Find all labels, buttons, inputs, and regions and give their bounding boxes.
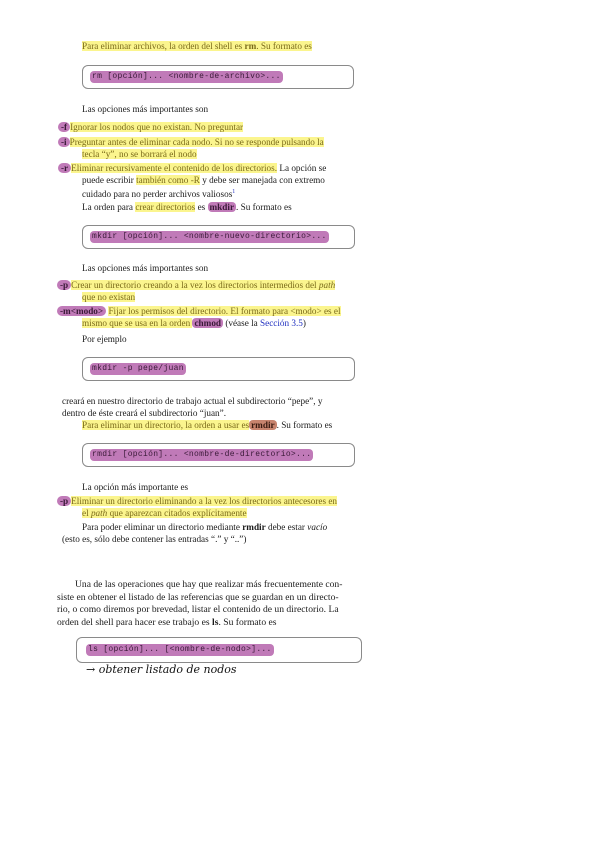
rm-option-r-text-2a: puede escribir <box>82 175 137 185</box>
section-link[interactable]: Sección 3.5 <box>260 318 303 328</box>
ls-paragraph <box>57 579 387 629</box>
mkdir-intro-pre: La orden para <box>82 202 136 212</box>
mkdir-example-desc-1: creará en nuestro directorio de trabajo actual el subdirectorio “pepe”, y <box>62 396 323 406</box>
rm-option-r <box>58 162 326 174</box>
mkdir-option-p-text-2: que no existan <box>82 292 136 302</box>
ls-command: ls <box>212 616 219 628</box>
mkdir-intro-post: . Su formato es <box>236 202 292 212</box>
mkdir-flag-p: -p <box>57 280 71 290</box>
rm-format-box <box>82 65 354 89</box>
mkdir-option-m-text-1: Fijar los permisos del directorio. El formato para <modo> es el <box>108 306 341 316</box>
rmdir-option-p-text-2b: path <box>90 508 108 518</box>
mkdir-option-p-line2 <box>82 291 135 303</box>
rm-intro-text: Para eliminar archivos, la orden del shell es <box>82 41 245 51</box>
ls-para-1: Una de las operaciones que hay que realizar más frecuentemente con- <box>75 579 343 590</box>
rm-option-r-text-1b: La opción se <box>277 163 327 173</box>
rm-option-f <box>58 121 243 133</box>
rmdir-command: rmdir <box>251 420 275 430</box>
ls-para-4 <box>57 617 387 630</box>
mkdir-example-desc-2: dentro de éste creará el subdirectorio “juan”. <box>62 408 227 418</box>
rmdir-format-box <box>82 443 355 467</box>
rmdir-note-1c: vacío <box>307 522 328 532</box>
mkdir-example-box <box>82 357 355 381</box>
rm-option-i-text-1: Preguntar antes de eliminar cada nodo. Si no se responde pulsando la <box>69 137 324 147</box>
ls-para-2: siste en obtener el listado de las referencias que se guardan en un directo- <box>57 591 339 603</box>
rm-option-i <box>58 136 324 148</box>
mkdir-example-code: mkdir -p pepe/juan <box>92 364 184 373</box>
mkdir-option-m-text-2c: ) <box>302 318 306 328</box>
mkdir-intro-highlight: crear directorios <box>135 202 196 212</box>
mkdir-option-m-text-2a: mismo que se usa en la orden <box>82 318 193 328</box>
mkdir-intro <box>82 201 292 213</box>
rm-option-r-text-2b: también como -R <box>136 175 200 185</box>
mkdir-intro-mid: es <box>195 202 208 212</box>
rmdir-intro <box>82 419 332 431</box>
rm-option-r-text-2c: y debe ser manejada con extremo <box>199 175 325 185</box>
rmdir-option-p <box>57 495 337 507</box>
rm-option-i-text-2: tecla “y”, no se borrará el nodo <box>82 149 197 159</box>
rm-option-r-text-1a: Eliminar recursivamente el contenido de los directorios. <box>71 163 278 173</box>
rm-option-r-line2 <box>82 174 325 186</box>
ls-format-code: ls [opción]... [<nombre-de-nodo>]... <box>88 645 272 654</box>
ls-para-4b: . Su formato es <box>218 616 277 628</box>
mkdir-example-heading: Por ejemplo <box>82 334 127 344</box>
rm-intro <box>82 40 312 52</box>
mkdir-format-code: mkdir [opción]... <nombre-nuevo-directorio>... <box>92 232 327 241</box>
mkdir-flag-m: -m<modo> <box>57 306 106 316</box>
rmdir-note-1a: Para poder eliminar un directorio mediante <box>82 522 243 532</box>
rm-option-i-line2 <box>82 148 197 160</box>
rm-option-f-text: Ignorar los nodos que no existan. No preguntar <box>70 122 244 132</box>
rmdir-intro-post: . Su formato es <box>276 420 333 430</box>
mkdir-option-m-text-2b: (véase la <box>223 318 261 328</box>
footnote-marker[interactable]: 1 <box>232 189 236 195</box>
rmdir-options-heading: La opción más importante es <box>82 482 189 492</box>
rmdir-note-line2: (esto es, sólo debe contener las entradas “.” y “..”) <box>62 534 247 544</box>
mkdir-option-p <box>57 279 335 291</box>
rmdir-option-p-line2 <box>82 507 247 519</box>
mkdir-option-m-line2 <box>82 317 306 329</box>
mkdir-format-box <box>82 225 355 249</box>
mkdir-command: mkdir <box>209 202 235 212</box>
mkdir-example-description <box>62 395 382 419</box>
rm-option-r-text-3: cuidado para no perder archivos valiosos <box>82 189 233 200</box>
chmod-command: chmod <box>194 318 222 328</box>
mkdir-option-m <box>57 305 341 317</box>
rm-intro-post: . Su formato es <box>256 41 312 51</box>
handwritten-annotation: → obtener listado de nodos <box>86 663 237 676</box>
rm-flag-r: -r <box>58 163 71 173</box>
ls-para-4a: orden del shell para hacer ese trabajo es <box>57 616 213 628</box>
rmdir-option-p-text-2c: que aparezcan citados explícitamente <box>107 508 247 518</box>
rmdir-format-code: rmdir [opción]... <nombre-de-directorio>... <box>92 450 312 459</box>
rmdir-note-1b: debe estar <box>265 522 308 532</box>
rm-options-heading: Las opciones más importantes son <box>82 104 209 114</box>
rm-flag-f: -f <box>58 122 70 132</box>
mkdir-option-p-text-1b: path <box>318 280 336 290</box>
rm-format-code: rm [opción]... <nombre-de-archivo>... <box>92 72 281 81</box>
rmdir-flag-p: -p <box>57 496 71 506</box>
rm-flag-i: -i <box>58 137 70 147</box>
rm-option-r-line3 <box>82 186 235 200</box>
mkdir-options-heading: Las opciones más importantes son <box>82 263 209 273</box>
ls-format-box <box>76 637 362 663</box>
rmdir-note-command: rmdir <box>242 522 266 532</box>
rmdir-option-p-text-2a: el <box>82 508 91 518</box>
rmdir-option-p-text-1: Eliminar un directorio eliminando a la vez los directorios antecesores en <box>71 496 338 506</box>
ls-para-3: rio, o como diremos por brevedad, listar el contenido de un directorio. La <box>57 604 339 615</box>
mkdir-option-p-text-1a: Crear un directorio creando a la vez los directorios intermedios del <box>71 280 319 290</box>
rm-command: rm <box>244 41 257 51</box>
rmdir-intro-highlight: Para eliminar un directorio, la orden a usar es <box>82 420 250 430</box>
rmdir-note-line1 <box>82 521 327 533</box>
